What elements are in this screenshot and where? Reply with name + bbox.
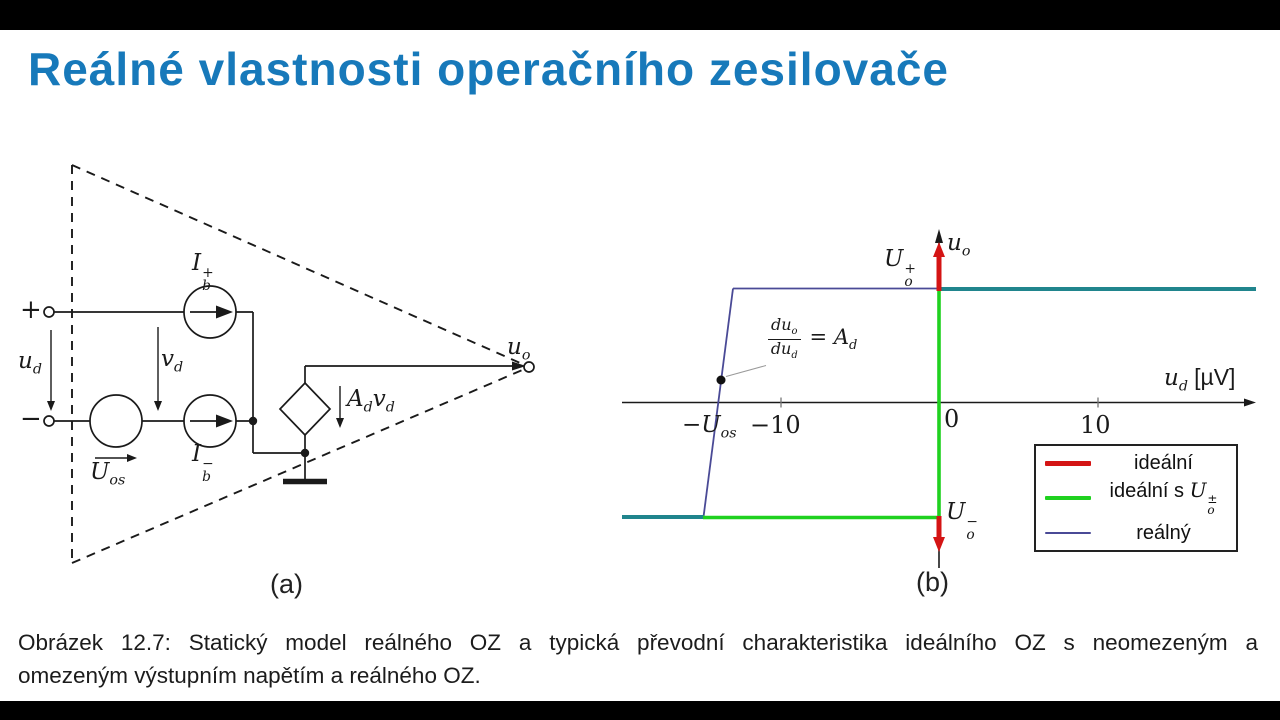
x-axis-label: $u_d$ [µV]	[1164, 364, 1236, 395]
legend-item-ideal-limited: ideální s U ± o	[1036, 480, 1236, 517]
legend-item-real: reálný	[1036, 523, 1236, 543]
figure-caption	[18, 626, 1258, 692]
tick-label-ten: 10	[1080, 411, 1111, 439]
red-up-arrow-icon	[933, 242, 945, 257]
ud-arrow	[47, 330, 55, 411]
top-black-bar	[0, 0, 1280, 30]
node-dot	[249, 417, 257, 425]
y-axis-arrow-icon	[935, 229, 943, 243]
annotation-pointer-line	[726, 366, 766, 377]
legend-box	[1034, 444, 1238, 552]
slope-point-dot	[717, 376, 726, 385]
subfigure-a-label: (a)	[270, 569, 303, 599]
subfigure-b-label: (b)	[916, 567, 949, 597]
uo-output-label: $u_o$	[507, 334, 531, 364]
legend-navy-line-icon	[1045, 532, 1091, 534]
plus-sign-label: +	[20, 295, 42, 325]
vd-label: $v_d$	[161, 346, 184, 376]
tick-label-zero: 0	[944, 405, 960, 433]
uoplus-label: U + o	[884, 246, 916, 290]
x-axis-arrow-icon	[1244, 399, 1256, 407]
advd-arrow	[336, 386, 344, 428]
plus-input-terminal	[44, 307, 54, 317]
uominus-label: U − o	[946, 499, 978, 543]
minus-input-terminal	[44, 416, 54, 426]
caption-line1: Obrázek 12.7: Statický model reálného OZ a typická převodní charakteristika ideálního OZ s neomezeným a	[18, 630, 1258, 655]
red-down-arrow-icon	[933, 537, 945, 552]
opamp-triangle-dashed	[72, 165, 527, 563]
offset-voltage-source-uos	[90, 395, 142, 447]
current-arrow-icon	[216, 306, 233, 319]
bottom-black-bar	[0, 701, 1280, 720]
page-title: Reálné vlastnosti operačního zesilovače	[28, 43, 949, 95]
ibminus-label: I − b	[192, 441, 214, 485]
caption-line2: omezeným výstupním napětím a reálného OZ.	[18, 663, 481, 688]
minus-uos-label: $-U_{os}$	[682, 412, 737, 442]
y-axis-label: $u_o$	[947, 230, 971, 260]
current-arrow-icon	[216, 415, 233, 428]
opamp-static-model-diagram	[10, 150, 560, 620]
ud-label: $u_d$	[18, 348, 42, 378]
minus-sign-label: −	[20, 404, 42, 434]
advd-label: $A_dv_d$	[347, 386, 395, 416]
ibplus-label: I + b	[192, 250, 214, 294]
slope-annotation: $\frac{du_o}{du_d}$ = $A_d$	[768, 316, 857, 361]
current-source-ibminus	[184, 395, 236, 447]
uos-label: $U_{os}$	[90, 459, 126, 489]
node-dot	[301, 449, 309, 457]
legend-item-ideal: ideální	[1036, 453, 1236, 473]
legend-red-line-icon	[1045, 461, 1091, 466]
derivative-fraction: $\frac{du_o}{du_d}$	[768, 316, 801, 361]
dependent-source-diamond	[280, 383, 330, 435]
legend-green-line-icon	[1045, 496, 1091, 500]
tick-label-minus10: −10	[750, 411, 801, 439]
